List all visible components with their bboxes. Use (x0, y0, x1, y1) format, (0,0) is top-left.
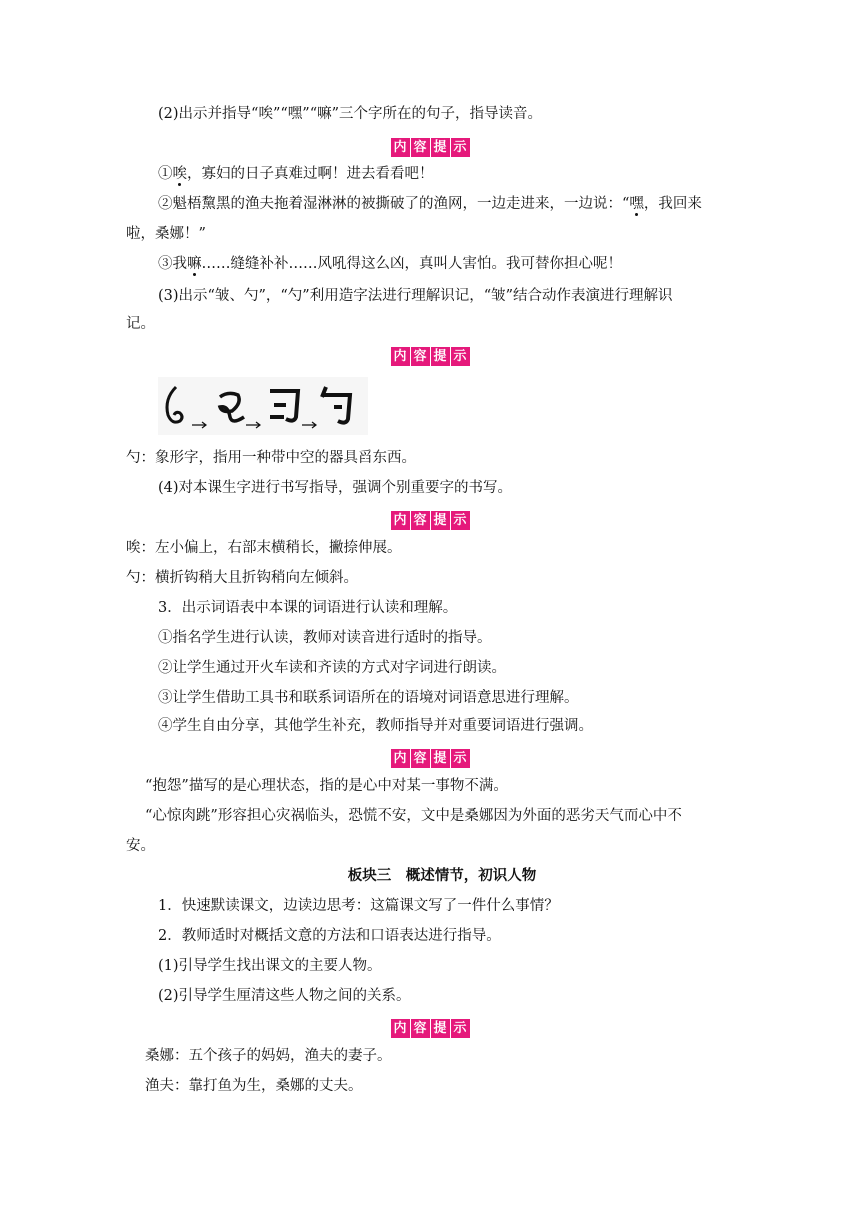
note-line: 渔夫：靠打鱼为生，桑娜的丈夫。 (145, 1078, 363, 1094)
section-heading: 板块三 概述情节，初识人物 (347, 868, 537, 884)
note-line: 唉：左小偏上，右部末横稍长，撇捺伸展。 (126, 540, 402, 556)
note-line: 桑娜：五个孩子的妈妈，渔夫的妻子。 (145, 1048, 392, 1064)
content-tip-badge: 内 容 提 示 (0, 136, 860, 157)
example-sentence: ①唉，寡妇的日子真难过啊！进去看看吧！ (158, 166, 434, 182)
example-sentence: ③我嘛……缝缝补补……风吼得这么凶，真叫人害怕。我可替你担心呢！ (158, 256, 622, 272)
instruction-line-cont: 记。 (126, 316, 155, 332)
content-tip-badge: 内 容 提 示 (0, 1017, 860, 1038)
emphasized-char: 嘛 (187, 256, 202, 272)
instruction-line: (3)出示“皱、勺”，“勺”利用造字法进行理解识记，“皱”结合动作表演进行理解识 (158, 288, 673, 304)
instruction-line: 1．快速默读课文，边读边思考：这篇课文写了一件什么事情？ (158, 898, 559, 914)
instruction-line: (2)引导学生厘清这些人物之间的关系。 (158, 988, 411, 1004)
instruction-line: (4)对本课生字进行书写指导，强调个别重要字的书写。 (158, 480, 513, 496)
note-line: 勺：象形字，指用一种带中空的器具舀东西。 (126, 450, 416, 466)
emphasized-char: 嘿 (629, 196, 644, 212)
content-tip-badge: 内 容 提 示 (0, 747, 860, 768)
note-line: 勺：横折钩稍大且折钩稍向左倾斜。 (126, 570, 358, 586)
instruction-line: 3．出示词语表中本课的词语进行认读和理解。 (158, 600, 458, 616)
instruction-line: ④学生自由分享，其他学生补充，教师指导并对重要词语进行强调。 (158, 718, 593, 734)
character-evolution-image (158, 377, 368, 435)
instruction-line: ②让学生通过开火车读和齐读的方式对字词进行朗读。 (158, 660, 506, 676)
example-sentence: ②魁梧黧黑的渔夫拖着湿淋淋的被撕破了的渔网，一边走进来，一边说：“嘿，我回来 (158, 196, 702, 212)
content-tip-badge: 内 容 提 示 (0, 509, 860, 530)
note-line: “心惊肉跳”形容担心灾祸临头，恐慌不安，文中是桑娜因为外面的恶劣天气而心中不 (145, 808, 682, 824)
instruction-line: ③让学生借助工具书和联系词语所在的语境对词语意思进行理解。 (158, 690, 579, 706)
content-tip-badge: 内 容 提 示 (0, 345, 860, 366)
instruction-line: (2)出示并指导“唉”“嘿”“嘛”三个字所在的句子，指导读音。 (158, 106, 543, 122)
instruction-line: 2．教师适时对概括文意的方法和口语表达进行指导。 (158, 928, 501, 944)
note-line: “抱怨”描写的是心理状态，指的是心中对某一事物不满。 (145, 778, 508, 794)
example-sentence-cont: 啦，桑娜！” (126, 226, 206, 242)
note-line-cont: 安。 (126, 838, 155, 854)
emphasized-char: 唉 (172, 166, 187, 182)
instruction-line: (1)引导学生找出课文的主要人物。 (158, 958, 382, 974)
instruction-line: ①指名学生进行认读，教师对读音进行适时的指导。 (158, 630, 492, 646)
